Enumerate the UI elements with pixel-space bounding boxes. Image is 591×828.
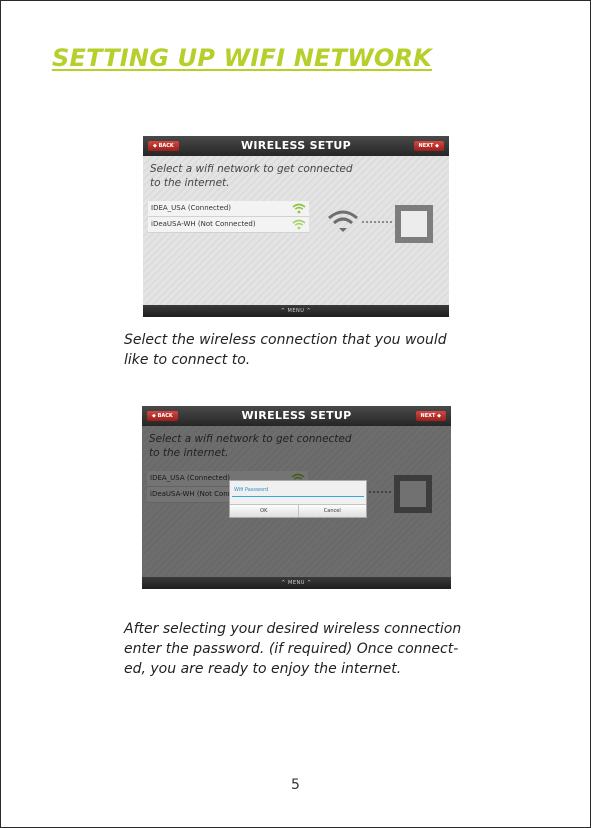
screen-title: WIRELESS SETUP bbox=[240, 139, 352, 152]
page-title: SETTING UP WIFI NETWORK bbox=[52, 44, 432, 72]
caption-select-network: Select the wireless connection that you would like to connect to. bbox=[124, 332, 447, 368]
top-bar bbox=[143, 136, 449, 156]
screen-title: WIRELESS SETUP bbox=[241, 409, 352, 422]
back-button[interactable]: ◆ BACK bbox=[148, 141, 179, 151]
connection-dots bbox=[362, 221, 392, 223]
wifi-password-screenshot bbox=[142, 406, 451, 589]
wifi-icon bbox=[327, 208, 359, 234]
connection-diagram bbox=[327, 202, 437, 246]
network-item-ideausa-wh[interactable] bbox=[148, 217, 309, 233]
back-button[interactable]: ◆ BACK bbox=[147, 411, 178, 421]
next-button[interactable]: NEXT ◆ bbox=[414, 141, 444, 151]
ok-button[interactable]: OK bbox=[230, 505, 298, 517]
caption-enter-password: After selecting your desired wireless connection enter the password. (if required) Once connect- ed, you are ready to enjoy the internet. bbox=[124, 621, 462, 677]
network-label: iDeaUSA-WH (Not Connected) bbox=[151, 220, 256, 228]
wifi-signal-icon bbox=[292, 203, 306, 214]
wifi-password-input[interactable]: Wifi Password bbox=[232, 484, 364, 497]
dialog-buttons bbox=[230, 504, 366, 517]
top-bar bbox=[142, 406, 451, 426]
wireless-setup-screenshot bbox=[143, 136, 449, 317]
device-icon bbox=[395, 205, 433, 243]
wifi-password-dialog bbox=[229, 480, 367, 518]
menu-bar[interactable]: ^ MENU ^ bbox=[142, 577, 451, 589]
network-label: IDEA_USA (Connected) bbox=[151, 204, 232, 212]
page-number: 5 bbox=[291, 777, 300, 793]
network-list bbox=[148, 201, 309, 233]
menu-bar[interactable]: ^ MENU ^ bbox=[143, 305, 449, 317]
wifi-signal-icon bbox=[292, 219, 306, 230]
screen-prompt: Select a wifi network to get connected to the internet. bbox=[150, 163, 353, 189]
network-item-idea-usa[interactable] bbox=[148, 201, 309, 217]
next-button[interactable]: NEXT ◆ bbox=[416, 411, 446, 421]
cancel-button[interactable]: Cancel bbox=[298, 505, 367, 517]
